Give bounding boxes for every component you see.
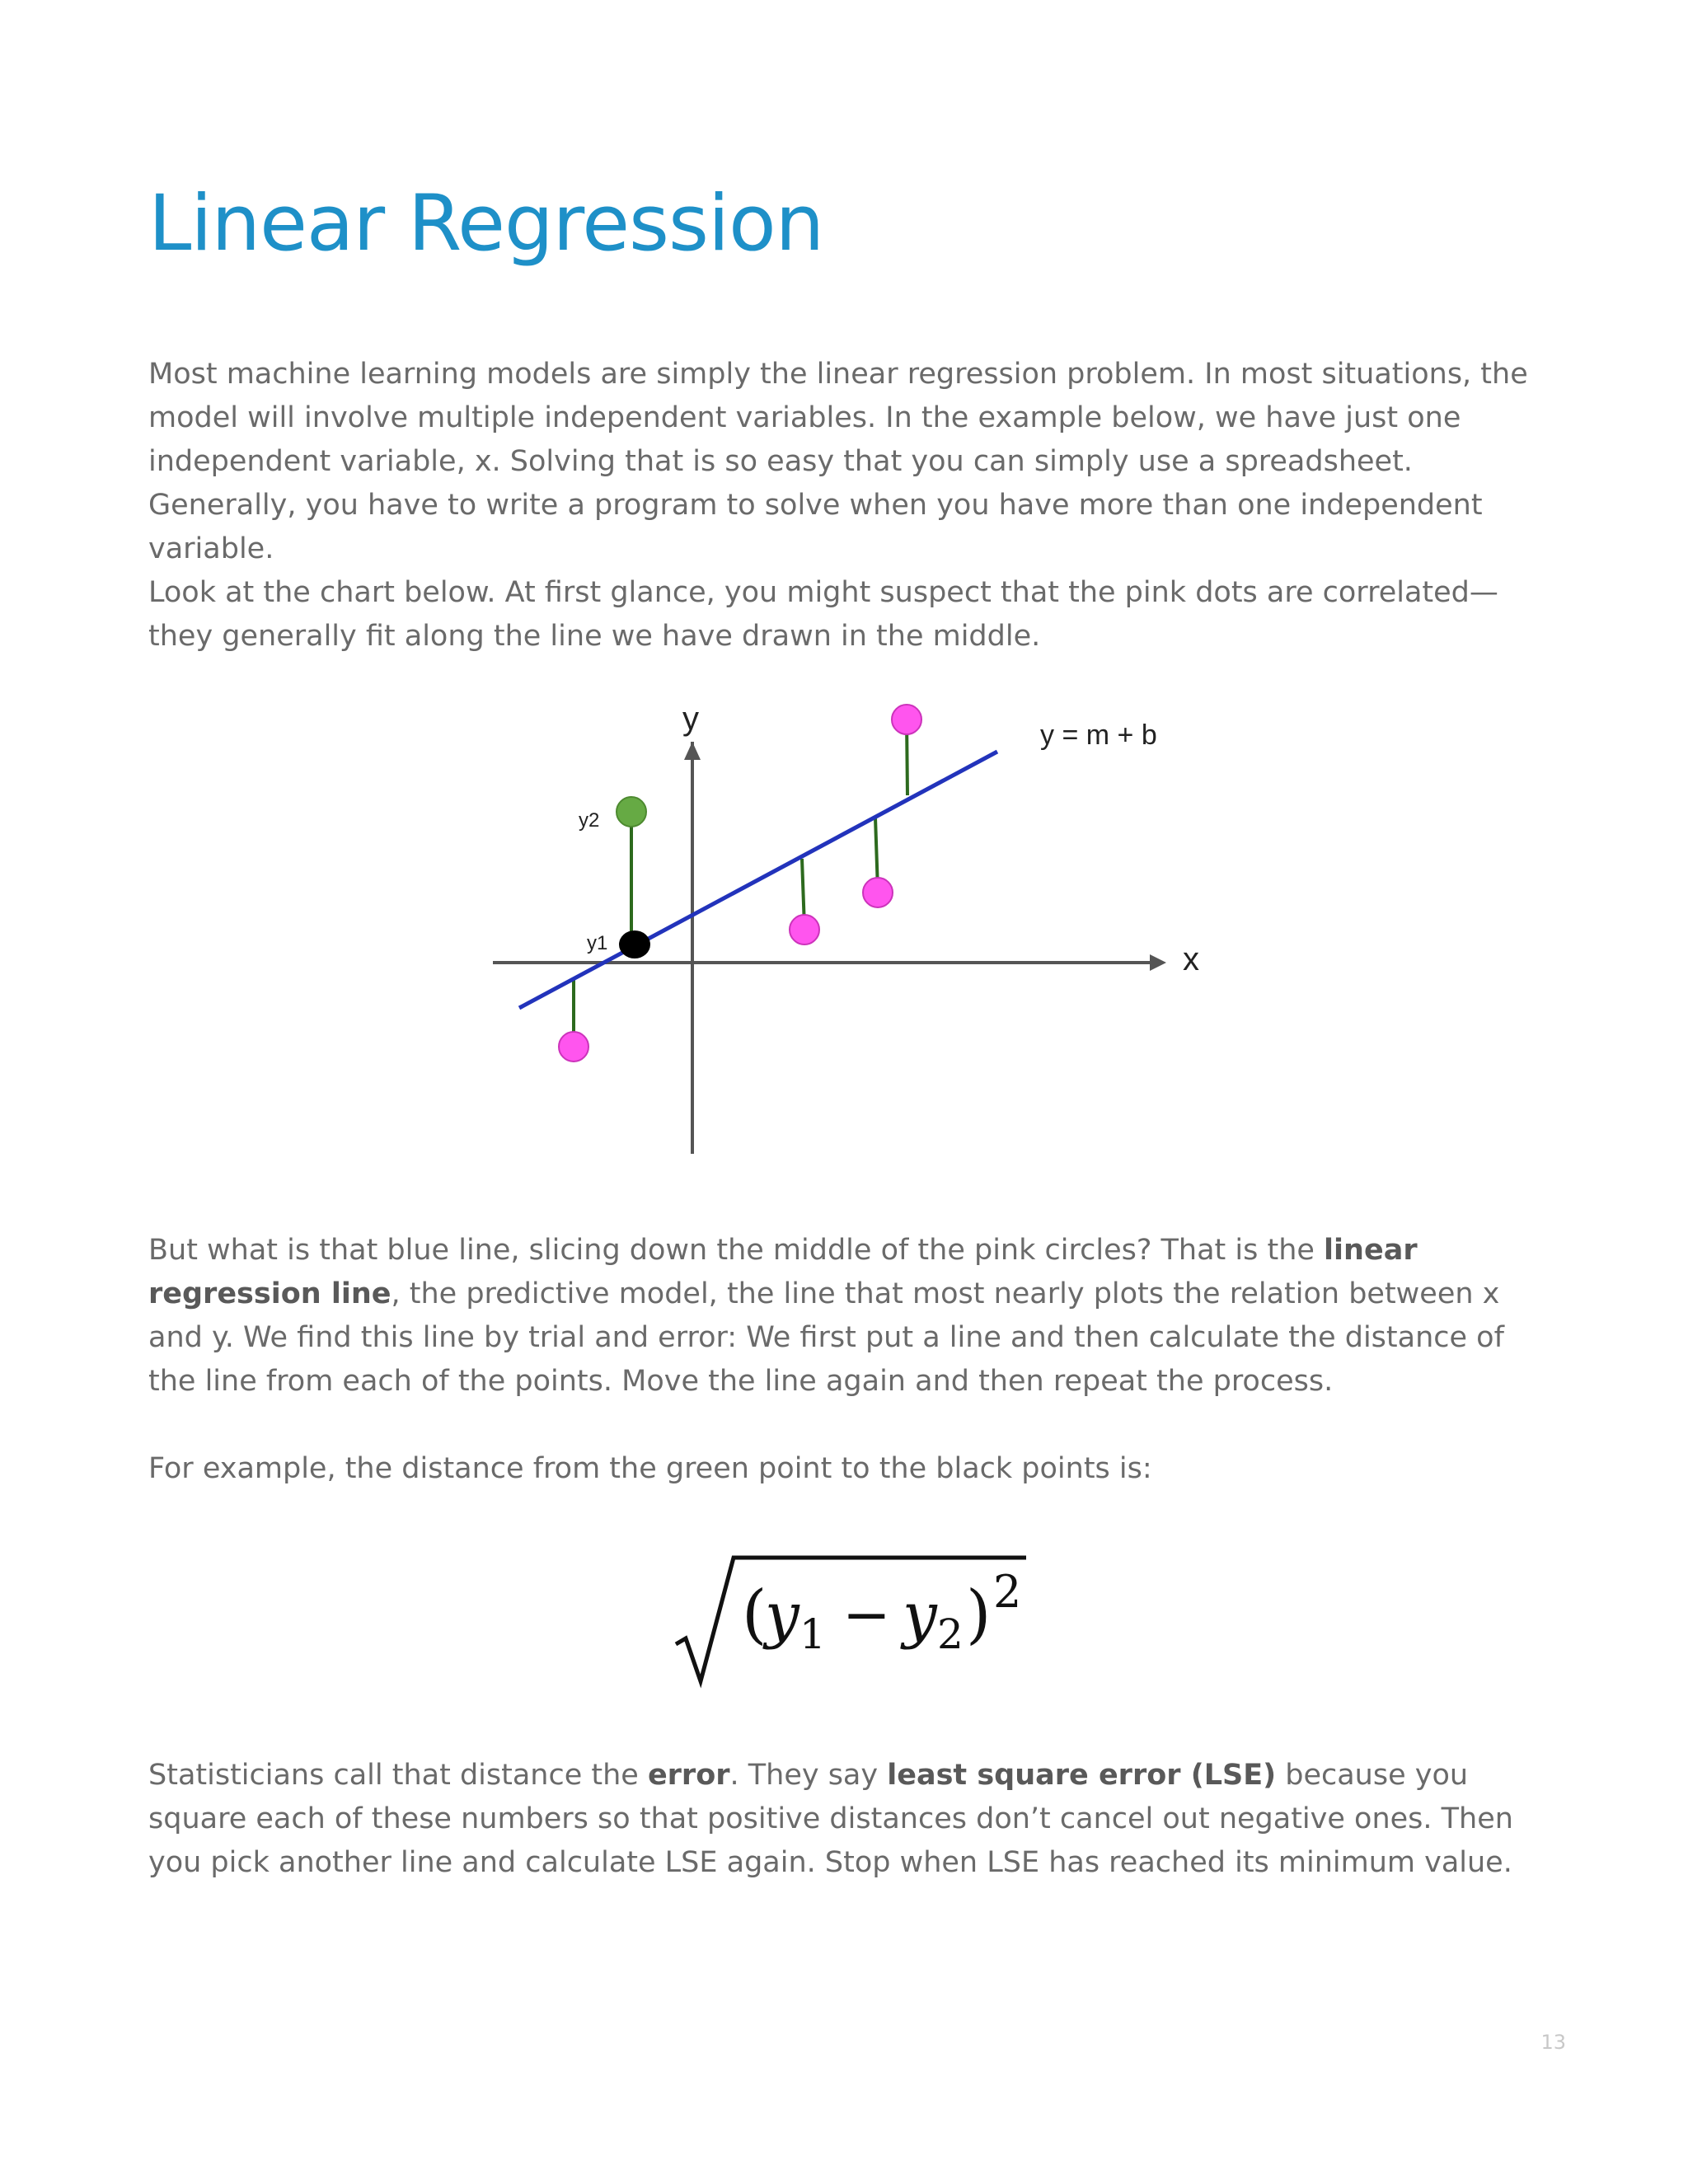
formula-sub-2: 2 [937, 1610, 964, 1658]
open-paren: ( [742, 1577, 767, 1652]
pink-point [790, 915, 819, 944]
p5-text-1: Statisticians call that distance the [148, 1759, 648, 1792]
pink-point [892, 705, 921, 734]
distance-formula [659, 1541, 1039, 1690]
black-point [619, 930, 650, 958]
pink-point [559, 1032, 588, 1062]
chart-intro-paragraph: Look at the chart below. At first glance, you might suspect that the pink dots are correlated—they generally fit along the line we have drawn in the middle. [148, 576, 1498, 653]
distance-paragraph: For example, the distance from the green point to the black points is: [148, 1452, 1152, 1485]
formula-exponent: 2 [993, 1566, 1022, 1618]
p5-text-3: because you square each of these numbers so that positive distances don’t cancel out negative ones. Then you pick another line and calculate LSE again. Stop when LSE has reached its minimum value. [148, 1759, 1513, 1879]
p3-bold-term: linear regression line [148, 1234, 1418, 1310]
green-point [617, 797, 646, 827]
formula-sub-1: 1 [799, 1610, 826, 1658]
y-axis-arrow [684, 742, 701, 760]
page-title: Linear Regression [148, 179, 824, 269]
p3-text-start: But what is that blue line, slicing down the middle of the pink circles? That is the [148, 1234, 1325, 1267]
p3-text-end: , the predictive model, the line that most nearly plots the relation between x and y. We find this line by trial and error: We first put a line and then calculate the distance of the line from each of the points. Move the line again and then repeat the process. [148, 1277, 1504, 1398]
close-paren: ) [966, 1577, 992, 1652]
formula-minus: − [842, 1581, 891, 1648]
formula-var-2: y [903, 1580, 937, 1651]
p5-bold-lse: least square error (LSE) [887, 1759, 1277, 1792]
x-axis-label: x [1183, 941, 1199, 977]
p5-text-2: . They say [729, 1759, 888, 1792]
regression-figure [478, 692, 1236, 1170]
x-axis-arrow [1150, 954, 1166, 971]
intro-paragraph: Most machine learning models are simply the linear regression problem. In most situations, the model will involve multiple independent variables. In the example below, we have just one independent variable, x. Solving that is so easy that you can simply use a spreadsheet. Generally, you have to write a program to solve when you have more than one independent variable. [148, 358, 1528, 565]
lse-paragraph [148, 1754, 1550, 1885]
y-axis-label: y [682, 701, 699, 737]
regression-line-paragraph [148, 1229, 1550, 1404]
pink-point [863, 878, 893, 907]
line-equation-label: y = m + b [1040, 719, 1157, 751]
y2-label: y2 [579, 809, 600, 832]
p5-bold-error: error [647, 1759, 730, 1792]
formula-var-1: y [765, 1580, 799, 1651]
y1-label: y1 [587, 932, 608, 954]
page-number: 13 [1540, 2031, 1566, 2054]
regression-line [519, 752, 997, 1008]
